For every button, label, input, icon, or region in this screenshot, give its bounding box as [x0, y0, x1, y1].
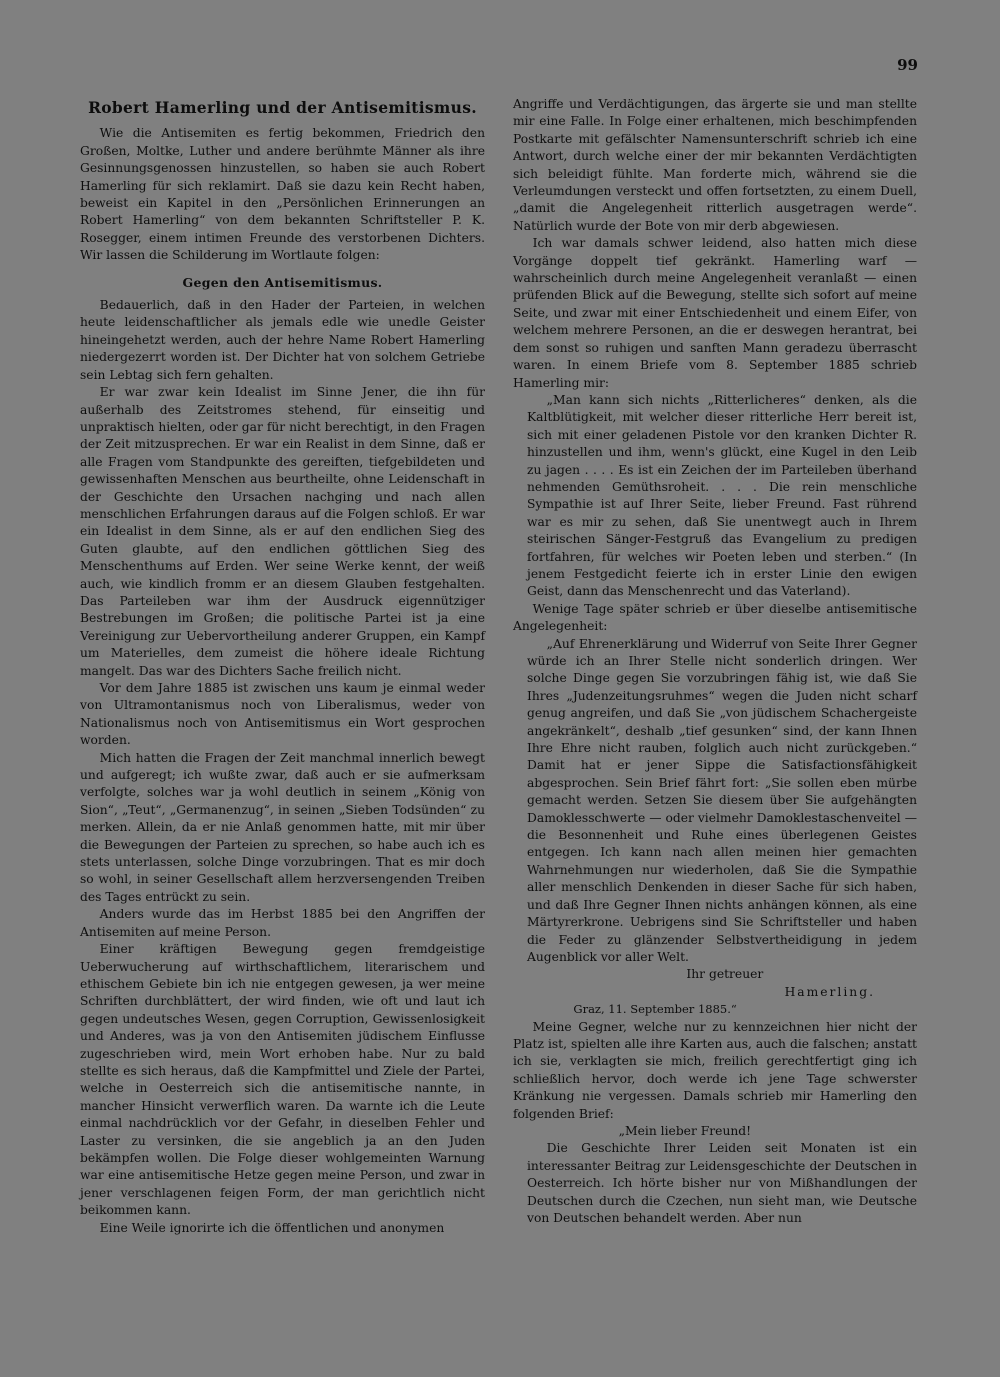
- body-paragraph: Anders wurde das im Herbst 1885 bei den Angriffen der Antisemiten auf meine Person.: [80, 907, 485, 939]
- body-paragraph: Meine Gegner, welche nur zu kennzeichnen hier nicht der Platz ist, spielten alle ihre Karten aus, auch die falschen; anstatt ich sie, verklagten sie mich, freilich gerechtfertigt ging ich schließlich hervor, doch werde ich jene Tage schwerster Kränkung nie vergessen. Damals schrieb mir Hamerling den folgenden Brief:: [513, 1019, 917, 1121]
- letter-quote: Die Geschichte Ihrer Leiden seit Monaten ist ein interessanter Beitrag zur Leidensgeschichte der Deutschen in Oesterreich. Ich hörte bisher nur von Mißhandlungen der Deutschen durch die Czechen, nun sieht man, wie Deutsche von Deutschen behandelt werden. Aber nun: [527, 1141, 917, 1225]
- letter-quote: „Auf Ehrenerklärung und Widerruf von Seite Ihrer Gegner würde ich an Ihrer Stelle nicht sonderlich dringen. Wer solche Dinge gegen Sie vorzubringen fähig ist, wie daß Sie Ihres „Judenzeitungsruhmes“ wegen die Juden nicht scharf genug angreifen, und daß Sie „von jüdischem Schachergeiste angekränkelt“, deshalb „tief gesunken“ sind, der kann Ihnen Ihre Ehre nicht rauben, folglich auch nicht zurückgeben.“ Damit hat er jener Sippe die Satisfactionsfähigkeit abgesprochen. Sein Brief fährt fort: „Sie sollen eben mürbe gemacht werden. Setzen Sie diesem über Sie aufgehängten Damoklesschwerte — oder vielmehr Damoklestaschenveitel — die Besonnenheit und Ruhe eines überlegenen Geistes entgegen. Ich kann nach allen meinen hier gemachten Wahrnehmungen nur wiederholen, daß Sie die Sympathie aller menschlich Denkenden in dieser Sache für sich haben, und daß Ihre Gegner Ihnen nichts anhängen können, als eine Märtyrerkrone. Uebrigens sind Sie Schriftsteller und haben die Feder zu glänzender Selbstvertheidigung in jedem Augenblick vor aller Welt.: [527, 636, 917, 964]
- body-paragraph: Bedauerlich, daß in den Hader der Parteien, in welchen heute leidenschaftlicher als jemals edle wie unedle Geister hineingehetzt werden, auch der hehre Name Robert Hamerling niedergezerrt worden ist. Der Dichter hat von solchem Getriebe sein Lebtag sich fern gehalten.: [80, 298, 485, 382]
- left-column: [80, 96, 485, 1237]
- body-paragraph: Wenige Tage später schrieb er über dieselbe antisemitische Angelegenheit:: [513, 601, 917, 634]
- section-subtitle: Gegen den Antisemitismus.: [182, 274, 383, 290]
- body-paragraph: Angriffe und Verdächtigungen, das ärgerte sie und man stellte mir eine Falle. In Folge einer erhaltenen, mich beschimpfenden Postkarte mit gefälschter Namensunterschrift schrieb ich eine Antwort, durch welche einer der mir bekannten Verdächtigten sich beleidigt fühlte. Man forderte mich, während sie die Verleumdungen versteckt und offen fortsetzten, zu einem Duell, „damit die Angelegenheit ritterlich ausgetragen werde“. Natürlich wurde der Bote von mir derb abgewiesen.: [513, 97, 917, 233]
- body-paragraph: Er war zwar kein Idealist im Sinne Jener, die ihn für außerhalb des Zeitstromes stehend, für einseitig und unpraktisch hielten, oder gar für nicht berechtigt, in den Fragen der Zeit mitzusprechen. Er war ein Realist in dem Sinne, daß er alle Fragen vom Standpunkte des gereiften, tiefgebildeten und gewissenhaften Menschen aus beurtheilte, ohne Leidenschaft in der Geschichte den Ursachen nachging und nach allen menschlichen Erfahrungen daraus auf die Folgen schloß. Er war ein Idealist in dem Sinne, als er auf den endlichen Sieg des Guten glaubte, auf den endlichen göttlichen Sieg des Menschenthums auf Erden. Wer seine Werke kennt, der weiß auch, wie kindlich fromm er an diesem Glauben festgehalten. Das Parteileben war ihm der Ausdruck eigennütziger Bestrebungen im Großen; die politische Partei ist ja eine Vereinigung zur Uebervortheilung anderer Gruppen, ein Kampf um Materielles, dem zumeist die höhere ideale Richtung mangelt. Das war des Dichters Sache freilich nicht.: [80, 385, 485, 678]
- page-number: 99: [897, 56, 918, 74]
- body-paragraph: Eine Weile ignorirte ich die öffentlichen und anonymen: [99, 1220, 445, 1235]
- body-paragraph: Ich war damals schwer leidend, also hatten mich diese Vorgänge doppelt tief gekränkt. Hamerling warf — wahrscheinlich durch meine Angelegenheit veranlaßt — einen prüfenden Blick auf die Bewegung, stellte sich sofort auf meine Seite, und zwar mit einer Entschiedenheit und einem Eifer, von welchem mehrere Personen, an die er deswegen herantrat, bei dem sonst so ruhigen und sanften Mann geradezu überrascht waren. In einem Briefe vom 8. September 1885 schrieb Hamerling mir:: [513, 236, 917, 390]
- letter-salutation: „Mein lieber Freund!: [618, 1123, 752, 1138]
- intro-paragraph: Wie die Antisemiten es fertig bekommen, Friedrich den Großen, Moltke, Luther und andere berühmte Männer als ihre Gesinnungsgenossen hinzustellen, so haben sie auch Robert Hamerling für sich reklamirt. Daß sie dazu kein Recht haben, beweist ein Kapitel in den „Persönlichen Erinnerungen an Robert Hamerling“ von dem bekannten Schriftsteller P. K. Rosegger, einem intimen Freunde des verstorbenen Dichters. Wir lassen die Schilderung im Wortlaute folgen:: [80, 126, 485, 263]
- article-title: Robert Hamerling und der Antisemitismus.: [88, 98, 477, 117]
- letter-signature: Hamerling.: [784, 984, 875, 999]
- body-paragraph: Einer kräftigen Bewegung gegen fremdgeistige Ueberwucherung auf wirthschaftlichem, literarischem und ethischem Gebiete bin ich nie entgegen gewesen, ja wer meine Schriften durchblättert, der wird finden, wie oft und laut ich gegen undeutsches Wesen, gegen Corruption, Gewissenlosigkeit und Anderes, was ja von den Antisemiten jüdischem Einflusse zugeschrieben wird, mein Wort erhoben habe. Nur zu bald stellte es sich heraus, daß die Kampfmittel und Ziele der Partei, welche in Oesterreich sich die antisemitische nannte, in mancher Hinsicht verwerflich waren. Da warnte ich die Leute einmal nachdrücklich vor der Gefahr, in dieselben Fehler und Laster zu versinken, die sie angeblich ja an den Juden bekämpfen wollen. Die Folge dieser wohlgemeinten Warnung war eine antisemitische Hetze gegen meine Person, und zwar in jener verschlagenen feigen Form, der man gerichtlich nicht beikommen kann.: [80, 942, 485, 1218]
- letter-closing: Ihr getreuer: [686, 967, 764, 982]
- body-paragraph: Vor dem Jahre 1885 ist zwischen uns kaum je einmal weder von Ultramontanismus noch von Liberalismus, weder von Nationalismus noch von Antisemitismus ein Wort gesprochen worden.: [80, 681, 485, 748]
- body-paragraph: Mich hatten die Fragen der Zeit manchmal innerlich bewegt und aufgeregt; ich wußte zwar, daß auch er sie aufmerksam verfolgte, solches war ja wohl deutlich in seinem „König von Sion“, „Teut“, „Germanenzug“, in seinen „Sieben Todsünden“ zu merken. Allein, da er nie Anlaß genommen hatte, mit mir über die Bewegungen der Parteien zu sprechen, so habe auch ich es stets unterlassen, solche Dinge vorzubringen. That es mir doch so wohl, in seiner Gesellschaft allem herzversengenden Treiben des Tages entrückt zu sein.: [80, 750, 485, 904]
- right-column: [513, 96, 917, 1227]
- letter-quote: „Man kann sich nichts „Ritterlicheres“ denken, als die Kaltblütigkeit, mit welcher dieser ritterliche Herr bereit ist, sich mit einer geladenen Pistole vor den kranken Dichter R. hinzustellen und ihm, wenn's glückt, eine Kugel in den Leib zu jagen . . . . Es ist ein Zeichen der im Parteileben überhand nehmenden Gemüthsroheit. . . . Die rein menschliche Sympathie ist auf Ihrer Seite, lieber Freund. Fast rührend war es mir zu sehen, daß Sie unentwegt auch in Ihrem steirischen Sänger-Festgruß das Evangelium zu predigen fortfahren, für welches wir Poeten leben und sterben.“ (In jenem Festgedicht feierte ich in erster Linie den ewigen Geist, dann das Menschenrecht und das Vaterland).: [527, 392, 917, 599]
- letter-dateline: Graz, 11. September 1885.“: [573, 1002, 737, 1017]
